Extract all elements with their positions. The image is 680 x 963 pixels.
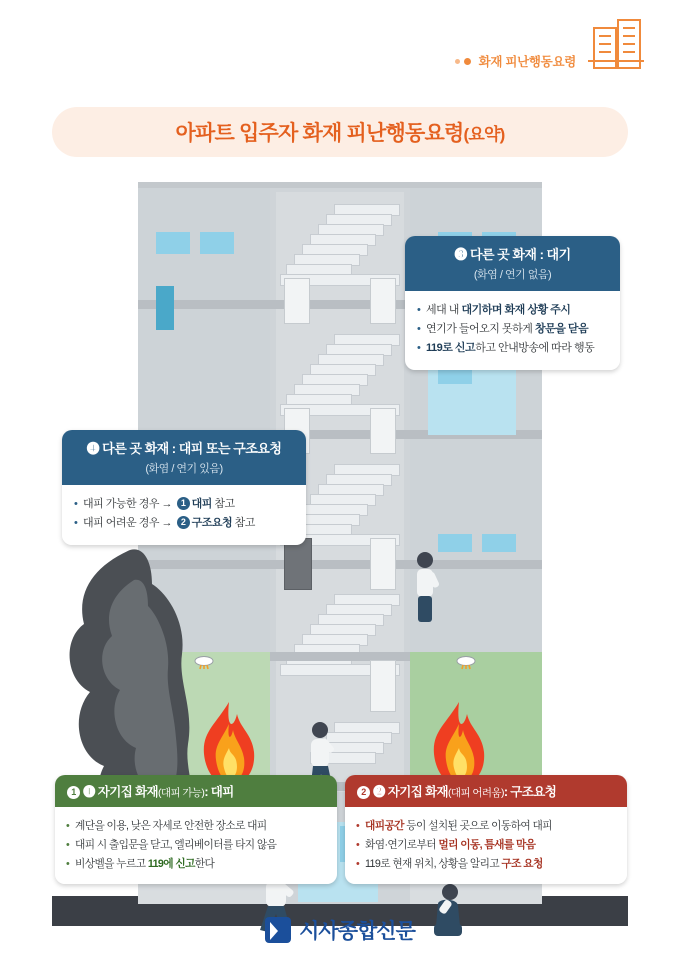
callout-4-title: ❹ 다른 곳 화재 : 대피 또는 구조요청 bbox=[86, 441, 282, 456]
page-title: 아파트 입주자 화재 피난행동요령 bbox=[175, 122, 464, 145]
callout-3-item-3: • 119로 신고하고 안내방송에 따라 행동 bbox=[417, 341, 608, 357]
callout-3-body bbox=[405, 291, 620, 370]
callout-3-item-1: • 세대 내 대기하며 화재 상황 주시 bbox=[417, 303, 608, 319]
callout-4-item-1: • 대피 가능한 경우 → 1 대피 참고 bbox=[74, 497, 294, 513]
callout-3-title: ❸ 다른 곳 화재 : 대기 bbox=[454, 247, 571, 262]
building-roof bbox=[138, 182, 542, 188]
header-tag-label: 화재 피난행동요령 bbox=[478, 55, 576, 69]
callout-2-number: 2 bbox=[357, 786, 370, 799]
callout-2-title: ❷ 자기집 화재 bbox=[373, 785, 449, 799]
callout-1-title-tail: : 대피 bbox=[204, 785, 234, 799]
smoke-detector-right-icon bbox=[456, 656, 476, 675]
page-title-sub: (요약) bbox=[463, 125, 505, 144]
newspaper-logo-icon bbox=[265, 917, 291, 943]
callout-2-body bbox=[345, 807, 627, 884]
callout-2-title-small: (대피 어려움) bbox=[448, 787, 504, 799]
person-waiting-at-window bbox=[408, 550, 442, 629]
callout-1-item-3: • 비상벨을 누르고 119에 신고한다 bbox=[66, 856, 326, 872]
callout-2-title-tail: : 구조요청 bbox=[503, 785, 557, 799]
callout-1-number: 1 bbox=[67, 786, 80, 799]
callout-4-item-2: • 대피 어려운 경우 → 2 구조요청 참고 bbox=[74, 516, 294, 532]
callout-4-header bbox=[62, 430, 306, 485]
callout-2 bbox=[345, 775, 627, 884]
callout-3-header bbox=[405, 236, 620, 291]
callout-3 bbox=[405, 236, 620, 370]
callout-4-body bbox=[62, 485, 306, 545]
tag-dots-icon bbox=[455, 58, 471, 65]
callout-4 bbox=[62, 430, 306, 545]
callout-2-item-2: • 화염·연기로부터 멀리 이동, 틈새를 막음 bbox=[356, 837, 616, 853]
callout-3-item-2: • 연기가 들어오지 못하게 창문을 닫음 bbox=[417, 322, 608, 338]
header-rule bbox=[588, 60, 644, 62]
callout-1-item-2: • 대피 시 출입문을 닫고, 엘리베이터를 타지 않음 bbox=[66, 837, 326, 853]
callout-1-item-1: • 계단을 이용, 낮은 자세로 안전한 장소로 대피 bbox=[66, 818, 326, 834]
callout-1-title-small: (대피 가능) bbox=[158, 787, 205, 799]
callout-4-subtitle: (화염 / 연기 있음) bbox=[145, 463, 223, 475]
footer-logo-text: 시사종합신문 bbox=[299, 920, 415, 943]
page-title-banner bbox=[52, 107, 628, 157]
callout-1 bbox=[55, 775, 337, 884]
callout-1-body bbox=[55, 807, 337, 884]
header-tag bbox=[455, 52, 644, 70]
callout-2-item-3: • 119로 현재 위치, 상황을 알리고 구조 요청 bbox=[356, 856, 616, 872]
callout-1-title: ❶ 자기집 화재 bbox=[83, 785, 159, 799]
callout-2-item-1: • 대피공간 등이 설치된 곳으로 이동하여 대피 bbox=[356, 818, 616, 834]
callout-2-header bbox=[345, 775, 627, 807]
callout-3-subtitle: (화염 / 연기 없음) bbox=[473, 269, 552, 281]
callout-1-header bbox=[55, 775, 337, 807]
footer bbox=[0, 915, 680, 945]
